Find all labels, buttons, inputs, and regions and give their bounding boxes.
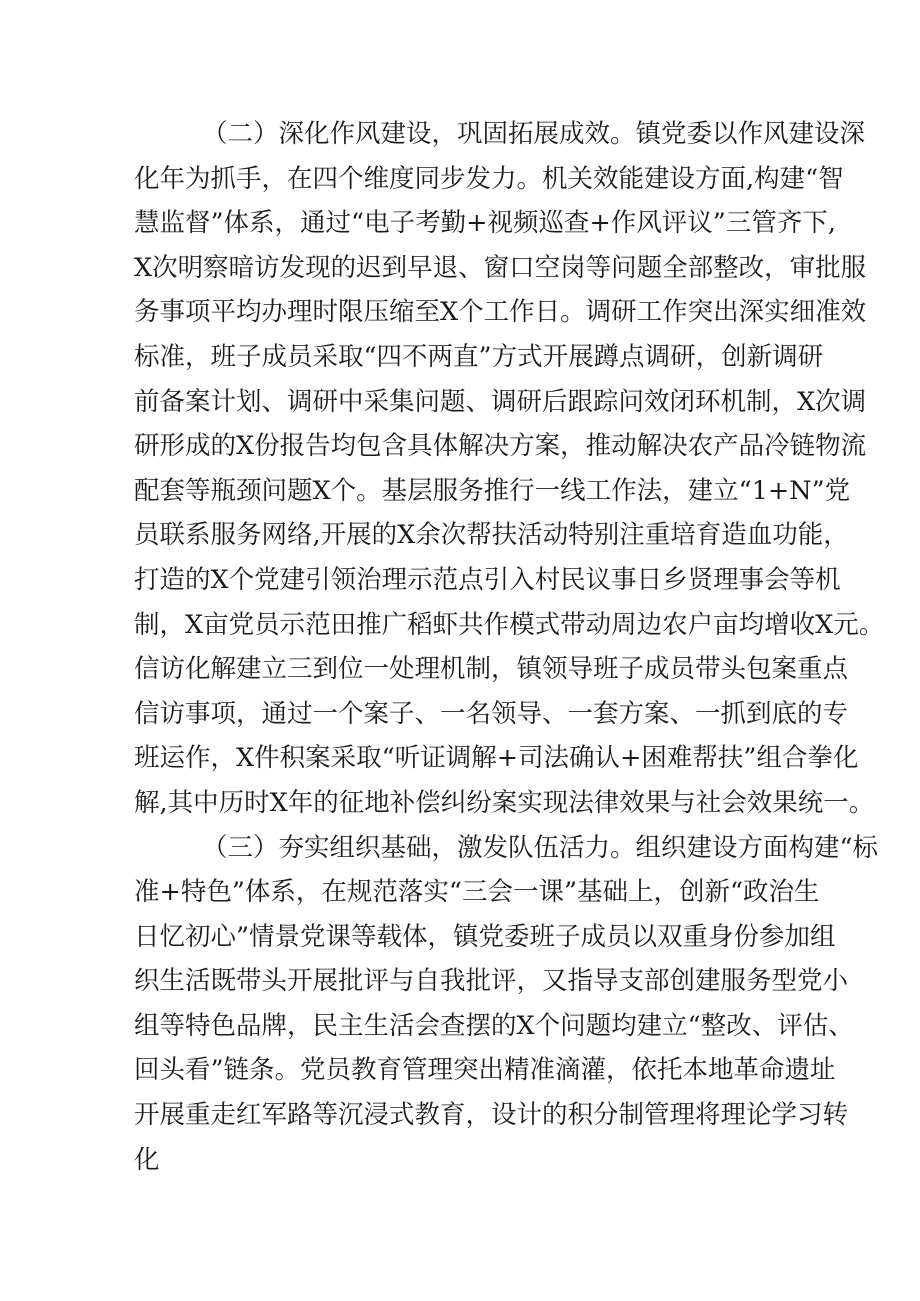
- text-line: X次明察暗访发现的迟到早退、窗口空岗等问题全部整改，审批服: [134, 252, 867, 283]
- text-line: 前备案计划、调研中采集问题、调研后跟踪问效闭环机制，X次调: [134, 386, 867, 417]
- text-line: 班运作，X件积案采取“听证调解+司法确认+困难帮扶”组合拳化: [134, 743, 859, 774]
- text-line: 慧监督”体系，通过“电子考勤+视频巡查+作风评议”三管齐下,: [134, 208, 836, 239]
- text-line: 信访事项，通过一个案子、一名领导、一套方案、一抓到底的专: [134, 698, 849, 729]
- text-line: 织生活既带头开展批评与自我批评，又指导支部创建服务型党小: [134, 966, 849, 997]
- text-line: 化: [134, 1144, 160, 1175]
- text-line: （三）夯实组织基础，激发队伍活力。组织建设方面构建“标: [202, 832, 879, 863]
- text-line: 制，X亩党员示范田推广稻虾共作模式带动周边农户亩均增收X元。: [134, 609, 885, 640]
- document-body: [134, 112, 885, 1182]
- text-line: 日忆初心”情景党课等载体，镇党委班子成员以双重身份参加组: [134, 921, 836, 952]
- text-line: 配套等瓶颈问题X个。基层服务推行一线工作法，建立“1+N”党: [134, 475, 851, 506]
- text-line: 务事项平均办理时限压缩至X个工作日。调研工作突出深实细准效: [134, 297, 867, 328]
- text-line: 组等特色品牌，民主生活会查摆的X个问题均建立“整改、评估、: [134, 1010, 854, 1041]
- text-line: 信访化解建立三到位一处理机制，镇领导班子成员带头包案重点: [134, 654, 849, 685]
- text-line: 标准，班子成员采取“四不两直”方式开展蹲点调研，创新调研: [134, 341, 824, 372]
- text-line: 化年为抓手，在四个维度同步发力。机关效能建设方面,构建“智: [134, 163, 844, 194]
- text-line: 开展重走红军路等沉浸式教育，设计的积分制管理将理论学习转: [134, 1100, 849, 1131]
- text-line: 打造的X个党建引领治理示范点引入村民议事日乡贤理事会等机: [134, 564, 841, 595]
- text-line: 回头看”链条。党员教育管理突出精准滴灌，依托本地革命遗址: [134, 1055, 836, 1086]
- text-line: 研形成的X份报告均包含具体解决方案，推动解决农产品冷链物流: [134, 431, 867, 462]
- text-line: 员联系服务网络,开展的X余次帮扶活动特别注重培育造血功能，: [134, 520, 849, 551]
- text-line: （二）深化作风建设，巩固拓展成效。镇党委以作风建设深: [202, 119, 866, 149]
- text-line: 解,其中历时X年的征地补偿纠纷案实现法律效果与社会效果统一。: [134, 787, 875, 818]
- text-line: 准+特色”体系，在规范落实“三会一课”基础上，创新“政治生: [134, 877, 820, 908]
